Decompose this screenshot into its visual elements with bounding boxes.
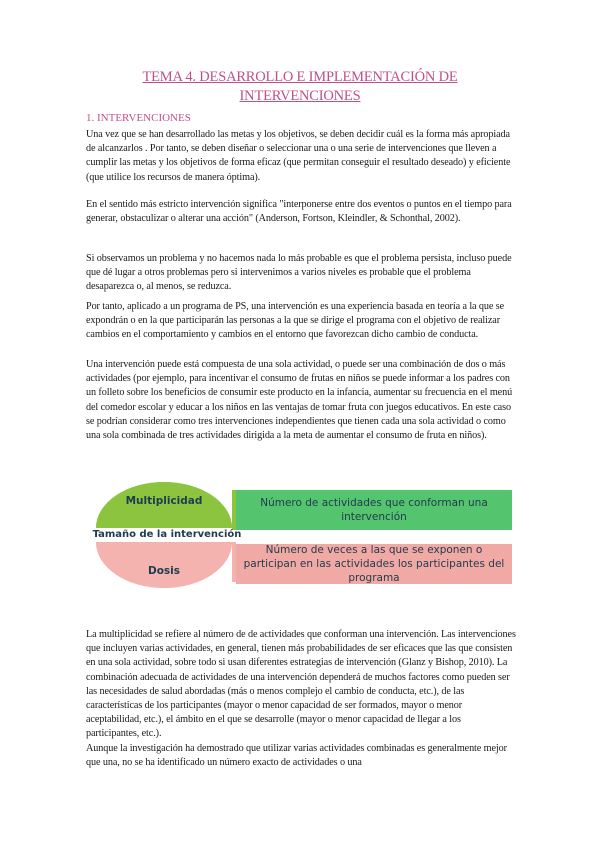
paragraph-6: La multiplicidad se refiere al número de de actividades que conforman una intervención. Las intervenciones que incluyen varias actividades, en general, tienen más probabilidades de ser eficaces que las que consisten en una sola actividad, sobre todo si usan diferentes estrategias de intervención (Glanz y Bishop, 2010). La combinación adecuada de actividades de una intervención dependerá de muchos factores como pueden ser las necesidades de salud abordadas (más o menos complejo el cambio de conducta, etc.), de las características de los participantes (mayor o menor capacidad de ser formados, mayor o menor aceptabilidad, etc.), el ámbito en el que se desarrolle (mayor o menor capacidad de llegar a los participantes, etc.). [86,629,516,740]
intervention-size-label: Tamaño de la intervención [92,529,242,540]
pink-connector [232,542,236,582]
page-title: TEMA 4. DESARROLLO E IMPLEMENTACIÓN DE INTERVENCIONES [142,69,458,104]
paragraph-3: Si observamos un problema y no hacemos nada lo más probable es que el problema persista, incluso puede que dé lugar a otros problemas pero si intervenimos a varios niveles es probable que el problema desaparezca o, al menos, se reduzca. [86,253,512,293]
paragraph-4: Por tanto, aplicado a un programa de PS, una intervención es una experiencia basada en teoría a la que se expondrán o en la que participarán las personas a la que se dirige el programa con el objetivo de realizar cambios en el comportamiento y cambios en el entorno que favorezcan dicho cambio de conducta. [86,301,505,341]
green-connector [232,490,236,530]
dose-label: Dosis [147,565,181,577]
paragraph-1: Una vez que se han desarrollado las metas y los objetivos, se deben decidir cuál es la forma más apropiada de alcanzarlos . Por tanto, se deben diseñar o seleccionar una o una serie de intervenciones que lleven a cumplir las metas y los objetivos de forma eficaz (que permitan conseguir el resultado deseado) y eficiente (que utilice los recursos de manera óptima). [86,129,511,183]
paragraph-5: Una intervención puede está compuesta de una sola actividad, o puede ser una combinación de dos o más actividades (por ejemplo, para incentivar el consumo de frutas en niños se puede informar a los padres con un folleto sobre los beneficios de consumir este producto en la infancia, aumentar su frecuencia en el menú del comedor escolar y educar a los niños en las ventajas de tomar fruta con juegos educativos. En este caso se podrían considerar como tres intervenciones independientes que tienen cada una sola actividad o como una sola combinada de tres actividades dirigida a la meta de aumentar el consumo de fruta en niños). [86,359,513,442]
paragraph-2: En el sentido más estricto intervención significa "interponerse entre dos eventos o puntos en el tiempo para generar, obstaculizar o alterar una acción" (Anderson, Fortson, Kleindler, & Schonthal, 2002). [86,199,512,225]
intervention-size-diagram [92,476,514,594]
multiplicity-label: Multiplicidad [125,495,203,507]
multiplicity-description: Número de actividades que conforman una intervención [260,497,488,523]
section-heading: 1. INTERVENCIONES [86,112,191,124]
dose-description: Número de veces a las que se exponen o participan en las actividades los participantes del programa [243,544,505,584]
paragraph-7: Aunque la investigación ha demostrado que utilizar varias actividades combinadas es generalmente mejor que una, no se ha identificado un número exacto de actividades o una [86,743,507,769]
